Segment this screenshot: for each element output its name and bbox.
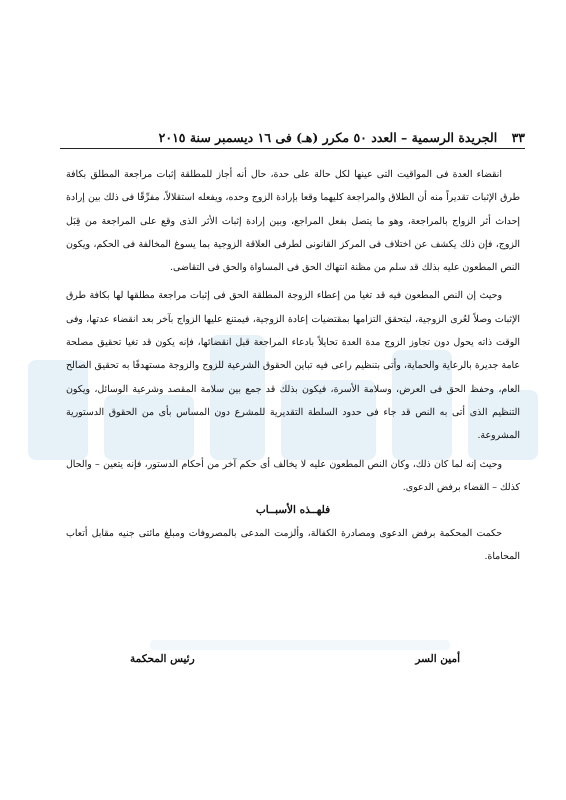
- president-signature: رئيس المحكمة: [130, 653, 195, 665]
- page-number: ٣٣: [511, 130, 525, 145]
- paragraph: انقضاء العدة فى المواقيت التى عينها لكل حالة على حدة، حال أنه أجاز للمطلقة إثبات مراجعة المطلق بكافة طرق الإثبات تقديراً منه أن الطلاق والمراجعة كليهما وقعا بإرادة الزوج وحده، ويفعله استقلالاً، مفرِّقًا فى ذلك بين إرادة إحداث أثر الزواج بالمراجعة، وهو ما يتصل بفعل المراجع، وبين إرادة إثبات الأثر الذى وقع على المراجعة من قِبَل الزوج، فإن ذلك يكشف عن اختلاف فى المركز القانونى لطرفى العلاقة الزوجية بما يسوغ المخالفة فى الحكم، ويكون النص المطعون عليه بذلك قد سلم من مظنة انتهاك الحق فى المساواة والحق فى التقاضى.: [66, 169, 520, 274]
- document-body: [66, 163, 520, 569]
- signatures: [130, 653, 460, 665]
- secretary-signature: أمين السر: [415, 653, 460, 665]
- watermark-url: [150, 640, 450, 650]
- gazette-title: الجريدة الرسمية – العدد ٥٠ مكرر (هـ) فى ١٦ ديسمبر سنة ٢٠١٥: [158, 130, 498, 145]
- paragraph: وحيث إنه لما كان ذلك، وكان النص المطعون عليه لا يخالف أى حكم آخر من أحكام الدستور، فإنه يتعين – والحال كذلك – القضاء برفض الدعوى.: [66, 458, 520, 493]
- verdict-paragraph: حكمت المحكمة برفض الدعوى ومصادرة الكفالة، وألزمت المدعى بالمصروفات ومبلغ مائتى جنيه مقابل أتعاب المحاماة.: [66, 528, 520, 563]
- header-rule: [60, 148, 525, 149]
- page-header: [60, 130, 525, 145]
- paragraph: وحيث إن النص المطعون فيه قد تغيا من إعطاء الزوجة المطلقة الحق فى إثبات مراجعة مطلقها لها بكافة طرق الإثبات وصلاً لعُرى الزوجية، ليتحقق التزامها بمقتضيات إعادة الزوجية، فيمتنع عليها الزواج بآخر بعد انقضاء عدتها، وفى الوقت ذاته يحول دون تجاوز الزوج مدة العدة تحايلاً بادعاء المراجعة قبل انقضائها، فإنه يكون قد تغيا تحقيق مصلحة عامة جديرة بالرعاية والحماية، وأتى بتنظيم راعى فيه تباين الحقوق الشرعية للزوج والزوجة مستهدفًا به تحقيق الصالح العام، وحفظ الحق فى العرض، وسلامة الأسرة، فيكون بذلك قد جمع بين سلامة المقصد وشرعية الوسائل، ويكون التنظيم الذى أتى به النص قد جاء فى حدود السلطة التقديرية للمشرع دون المساس بأى من الحقوق الدستورية المشروعة.: [66, 290, 520, 442]
- section-heading: فلهــذه الأسبــاب: [255, 504, 331, 517]
